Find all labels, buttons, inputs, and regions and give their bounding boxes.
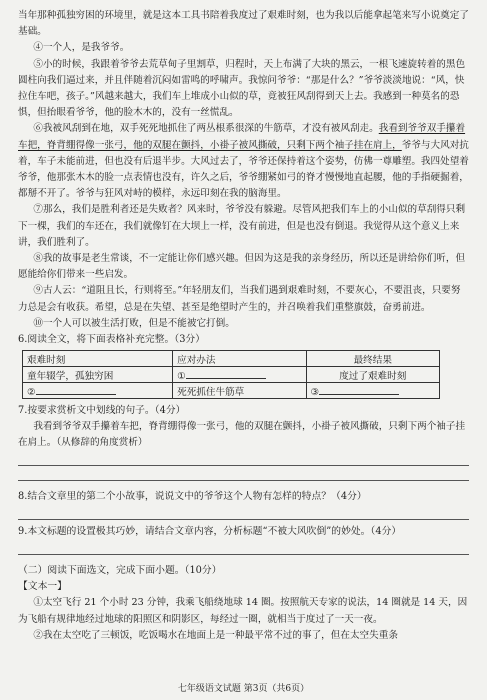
question-8-prompt: 8.结合文章里的第二个小故事，说说文中的爷爷这个人物有怎样的特点？（4分） (18, 491, 367, 503)
paragraph-8: ⑧我的故事是老生常谈，不一定能让你们感兴趣。但因为这是我的亲身经历，所以还是讲给你们听，但愿能给你们带来一些启发。 (18, 253, 466, 281)
page-footer: 七年级语文试题 第3页（共6页） (177, 684, 310, 694)
table-cell: 度过了艰难时刻 (306, 367, 439, 383)
table-header-row (23, 351, 440, 367)
table-row (23, 367, 440, 383)
paragraph-5: ⑤小的时候，我跟着爷爷去荒草甸子里割草，归程时，天上布满了大块的黑云，一根飞速旋转着的黑色圆柱向我们逼过来，并且伴随着沉闷如雷鸣的呼啸声。我惊问爷爷：“那是什么？”爷爷淡淡地说：“风，快拉住车吧，孩子。”风越来越大，我们车上堆成小山似的草，竟被狂风刮得到天上去。我感到一种莫名的恐惧，但抬眼看爷爷，他的脸木木的，没有一丝慌乱。 (18, 58, 466, 119)
paragraph-6-before: ⑥我被风刮到在地，双手死死地抓住了两丛根系很深的牛筋草，才没有被风刮走。 (33, 123, 379, 135)
table-header: 最终结果 (306, 351, 439, 367)
answer-line[interactable] (18, 540, 469, 555)
text-one-label: 【文本一】 (18, 581, 67, 593)
table-cell: 童年辍学，孤独穷困 (23, 367, 173, 383)
table-cell: 死死抓住牛筋草 (173, 383, 306, 399)
paragraph-6-after: 爷爷与大风对抗着，车子未能前进，但也没有后退半步。大风过去了，爷爷还保持着这个姿势，仿佛一尊雕塑。我四处望着爷爷，他那张木木的脸一点表情也没有，许久之后，爷爷绷紧如弓的脊才慢慢地直起腰，他的手指硬掘着，都掰不开了。爷爷与狂风对峙的模样，永远印刻在我的脑海里。 (18, 139, 469, 200)
table-header: 艰难时刻 (23, 351, 173, 367)
underlined-sentence: 我看到爷爷双手攥着车把，脊背绷得像一张弓，他的双腿在颤抖，小褂子被风撕破，只剩下两个袖子挂在肩上， (18, 123, 466, 151)
question-7-quote: 我看到爷爷双手攥着车把，脊背绷得像一张弓，他的双腿在颤抖，小褂子被风撕破，只剩下两个袖子挂在肩上。（从修辞的角度赏析） (18, 421, 466, 449)
table-cell-blank[interactable]: ③ (306, 383, 439, 399)
text-one-paragraph-2: ②我在太空吃了三顿饭，吃饭喝水在地面上是一种最平常不过的事了，但在太空失重条 (33, 629, 398, 641)
section-2-heading: （二）阅读下面选文，完成下面小题。（10分） (18, 565, 222, 577)
answer-line[interactable] (18, 451, 469, 466)
paragraph-7: ⑦那么，我们是胜利者还是失败者？风来时，爷爷没有躲避。尽管风把我们车上的小山似的草刮得只剩下一棵，我们的车还在，我们就像钉在大坝上一样，没有前进，但是也没有倒退。我觉得从这个意义上来讲，我们胜利了。 (18, 204, 466, 248)
paragraph-6 (18, 121, 469, 202)
paragraph-continued: 当年那种孤独穷困的环境里，就是这本工具书陪着我度过了艰难时刻，也为我以后能拿起笔来写小说奠定了基础。 (18, 10, 469, 38)
text-one-paragraph-1: ①太空飞行 21 个小时 23 分钟，我乘飞船绕地球 14 圈。按照航天专家的说法，14 圈就是 14 天，因为飞船有规律地经过地球的阳照区和阴影区，每经过一圈，就相当于度过了一天一夜。 (18, 597, 468, 625)
table-header: 应对办法 (173, 351, 306, 367)
paragraph-10: ⑩一个人可以被生活打败，但是不能被它打倒。 (33, 317, 235, 329)
table-row (23, 383, 440, 399)
answer-line[interactable] (18, 466, 469, 481)
question-7-prompt: 7.按要求赏析文中划线的句子。（4分） (18, 405, 186, 417)
paragraph-4: ④一个人，是我爷爷。 (33, 42, 130, 54)
question-6-prompt: 6.阅读全文，将下面表格补充完整。（3分） (18, 334, 206, 346)
table-cell-blank[interactable]: ② (23, 383, 173, 399)
table-cell-blank[interactable]: ① (173, 367, 306, 383)
question-9-prompt: 9.本文标题的设置极其巧妙，请结合文章内容，分析标题“不被大风吹倒”的妙处。（4分） (18, 526, 402, 538)
paragraph-9: ⑨古人云：“道阻且长，行则将至。”年轻朋友们，当我们遇到艰难时刻，不要灰心，不要沮丧，只要努力总是会有收获。希望，总是在失望、甚至是绝望时产生的，并召唤着我们重整旗鼓，奋勇前进。 (18, 285, 461, 313)
answer-table (22, 350, 440, 399)
answer-line[interactable] (18, 505, 469, 520)
